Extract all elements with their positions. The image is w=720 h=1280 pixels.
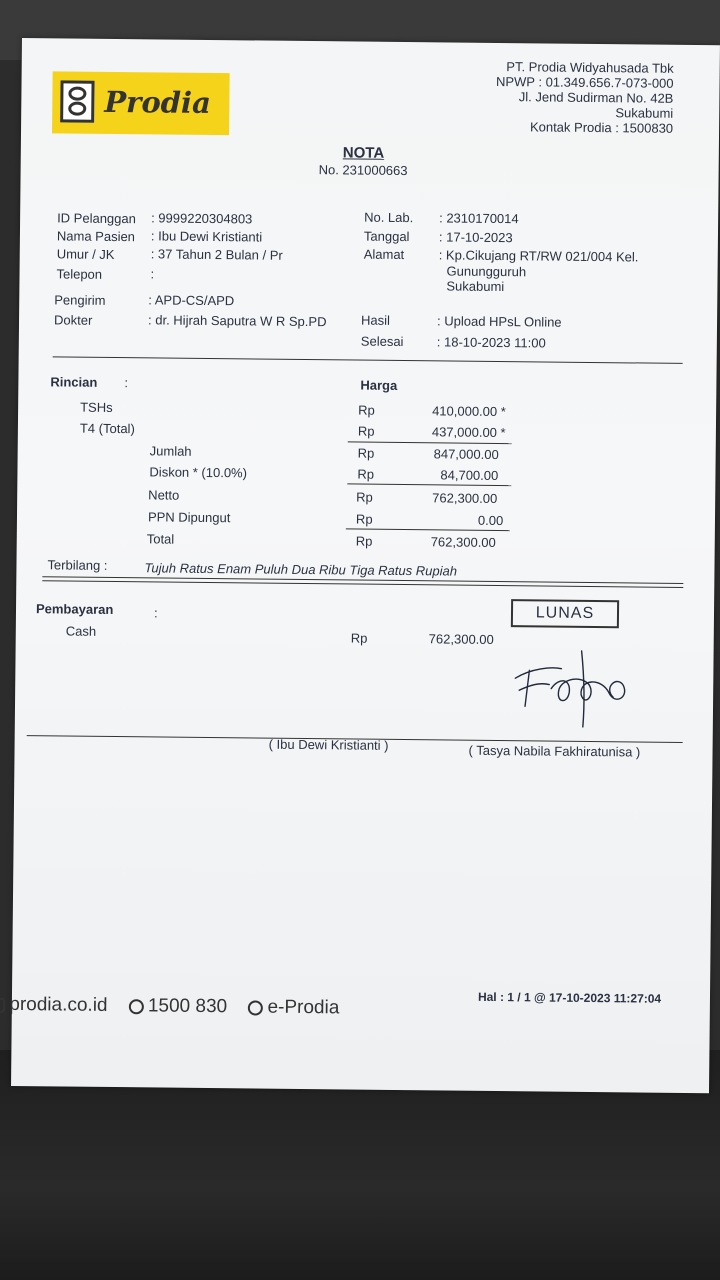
done-label: Selesai <box>360 333 404 350</box>
divider <box>53 356 683 364</box>
item-currency: Rp <box>357 423 375 439</box>
total-name: Jumlah <box>149 443 192 459</box>
doctor-value: : dr. Hijrah Saputra W R Sp.PD <box>147 312 327 330</box>
company-address: Jl. Jend Sudirman No. 42B <box>518 89 674 106</box>
total-currency: Rp <box>355 533 373 549</box>
staff-signature-name: ( Tasya Nabila Fakhiratunisa ) <box>468 742 641 760</box>
detail-header: Rincian <box>50 374 98 390</box>
phone-text: 1500 830 <box>147 995 228 1018</box>
patient-id-value: : 9999220304803 <box>151 210 253 227</box>
company-header <box>495 59 673 136</box>
result-value: : Upload HPsL Online <box>436 313 562 330</box>
patient-name-label: Nama Pasien <box>56 228 136 245</box>
item-amount: 410,000.00 * <box>432 403 506 420</box>
payment-colon: : <box>153 605 158 621</box>
total-amount: 762,300.00 <box>432 490 498 507</box>
total-name: Total <box>146 531 175 547</box>
patient-age-value: : 37 Tahun 2 Bulan / Pr <box>150 246 283 263</box>
grand-total-rule <box>346 528 510 531</box>
phone-icon <box>128 999 143 1014</box>
total-amount: 847,000.00 <box>433 446 499 463</box>
price-header: Harga <box>360 377 398 393</box>
doctor-label: Dokter <box>53 312 93 328</box>
paid-stamp: LUNAS <box>511 599 619 628</box>
lab-no-value: : 2310170014 <box>439 210 519 227</box>
address-line-3: Sukabumi <box>446 278 505 295</box>
customer-signature-name: ( Ibu Dewi Kristianti ) <box>268 736 389 753</box>
address-line-1: : Kp.Cikujang RT/RW 021/004 Kel. <box>438 247 639 265</box>
item-name: TSHs <box>80 399 113 415</box>
logo-text: Prodia <box>104 84 212 120</box>
payment-currency: Rp <box>350 630 368 646</box>
prodia-logo-icon <box>0 998 5 1013</box>
patient-name-value: : Ibu Dewi Kristianti <box>150 228 263 245</box>
app-text: e-Prodia <box>267 996 340 1019</box>
prodia-logo-icon <box>60 80 94 122</box>
patient-phone-value: : <box>150 266 155 282</box>
total-currency: Rp <box>355 511 373 527</box>
date-label: Tanggal <box>363 228 410 245</box>
address-line-2: Gunungguruh <box>446 263 527 280</box>
payment-method: Cash <box>65 623 97 639</box>
spelled-value: Tujuh Ratus Enam Puluh Dua Ribu Tiga Ratus Rupiah <box>144 560 458 579</box>
item-amount: 437,000.00 * <box>431 424 506 441</box>
prodia-logo <box>52 71 230 135</box>
payment-label: Pembayaran <box>35 601 114 617</box>
total-amount: 0.00 <box>477 512 504 529</box>
patient-age-label: Umur / JK <box>56 246 115 262</box>
netto-rule <box>347 483 511 486</box>
spelled-label: Terbilang : <box>47 557 108 573</box>
detail-colon: : <box>124 375 129 391</box>
total-name: PPN Dipungut <box>147 509 231 526</box>
payment-amount: 762,300.00 <box>428 631 494 647</box>
total-currency: Rp <box>357 445 375 461</box>
company-npwp: NPWP : 01.349.656.7-073-000 <box>495 73 674 91</box>
page-info: Hal : 1 / 1 @ 17-10-2023 11:27:04 <box>477 989 662 1006</box>
subtotal-rule <box>348 441 512 444</box>
total-amount: 84,700.00 <box>440 467 499 484</box>
result-label: Hasil <box>360 312 391 328</box>
company-city: Sukabumi <box>615 105 674 121</box>
done-value: : 18-10-2023 11:00 <box>436 334 546 351</box>
total-name: Diskon * (10.0%) <box>149 464 248 481</box>
document-number: No. 231000663 <box>318 162 408 179</box>
globe-icon <box>248 1001 263 1016</box>
lab-no-label: No. Lab. <box>364 209 414 226</box>
company-name: PT. Prodia Widyahusada Tbk <box>506 59 674 76</box>
document-title: NOTA <box>342 144 385 162</box>
total-currency: Rp <box>357 466 375 482</box>
total-currency: Rp <box>356 489 373 505</box>
date-value: : 17-10-2023 <box>438 229 513 246</box>
total-name: Netto <box>148 487 180 503</box>
patient-phone-label: Telepon <box>56 266 103 282</box>
patient-id-label: ID Pelanggan <box>57 210 136 227</box>
company-contact: Kontak Prodia : 1500830 <box>529 119 674 136</box>
sender-label: Pengirim <box>54 292 106 308</box>
footer-brands <box>0 994 339 1020</box>
item-name: T4 (Total) <box>79 420 135 437</box>
receipt-paper <box>11 38 720 1093</box>
sender-value: : APD-CS/APD <box>148 292 235 309</box>
total-amount: 762,300.00 <box>430 534 496 550</box>
handwritten-signature <box>511 648 642 729</box>
item-currency: Rp <box>358 402 375 418</box>
address-label: Alamat <box>363 246 405 263</box>
website-text: prodia.co.id <box>9 993 108 1016</box>
